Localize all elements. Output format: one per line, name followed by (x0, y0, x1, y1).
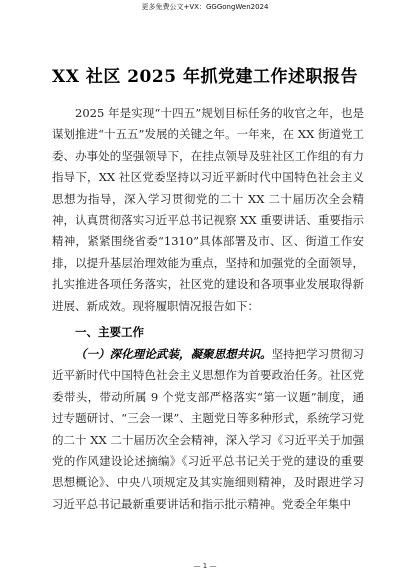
subsection-lead: （一）深化理论武装，凝聚思想共识。 (75, 347, 272, 361)
page-number: — 1 — (193, 562, 217, 570)
document-title: XX 社区 2025 年抓党建工作述职报告 (52, 67, 358, 87)
intro-paragraph: 2025 年是实现“十四五”规划目标任务的收官之年，也是谋划推进“十五五”发展的关键之年。一年来，在 XX 街道党工委、办事处的坚强领导下，在挂点领导及驻社区工作组的有力指导下，XX 社区党委坚持以习近平新时代中国特色社会主义思想为指导，深入学习贯彻党的二十 XX 二十届历次全会精神，认真贯彻落实习近平总书记视察 XX 重要讲话、重要指示精神，紧紧围绕省委“1310”具体部署及市、区、街道工作安排，以提升基层治理效能为重点，坚持和加强党的全面领导，扎实推进各项任务落实，社区党的建设和各项事业发展取得新进展、新成效。现将履职情况报告如下： (52, 106, 364, 313)
section-heading-main-work: 一、主要工作 (75, 325, 144, 339)
subsection-text: 坚持把学习贯彻习近平新时代中国特色社会主义思想作为首要政治任务。社区党委带头，带动所属 9 个党支部严格落实“第一议题”制度，通过专题研讨、“三会一课”、主题党日等多种形式，系统学习党的二十 XX 二十届历次全会精神，深入学习《习近平关于加强党的作风建设论述摘编》《习近平总书记关于党的建设的重要思想概论》、中央八项规定及其实施细则精神，及时跟进学习习近平总书记最新重要讲话和指示批示精神。党委全年集中 (52, 347, 364, 511)
subsection-paragraph (52, 344, 364, 515)
top-banner: 更多免费公文+VX：GGGongWen2024 (141, 3, 269, 11)
